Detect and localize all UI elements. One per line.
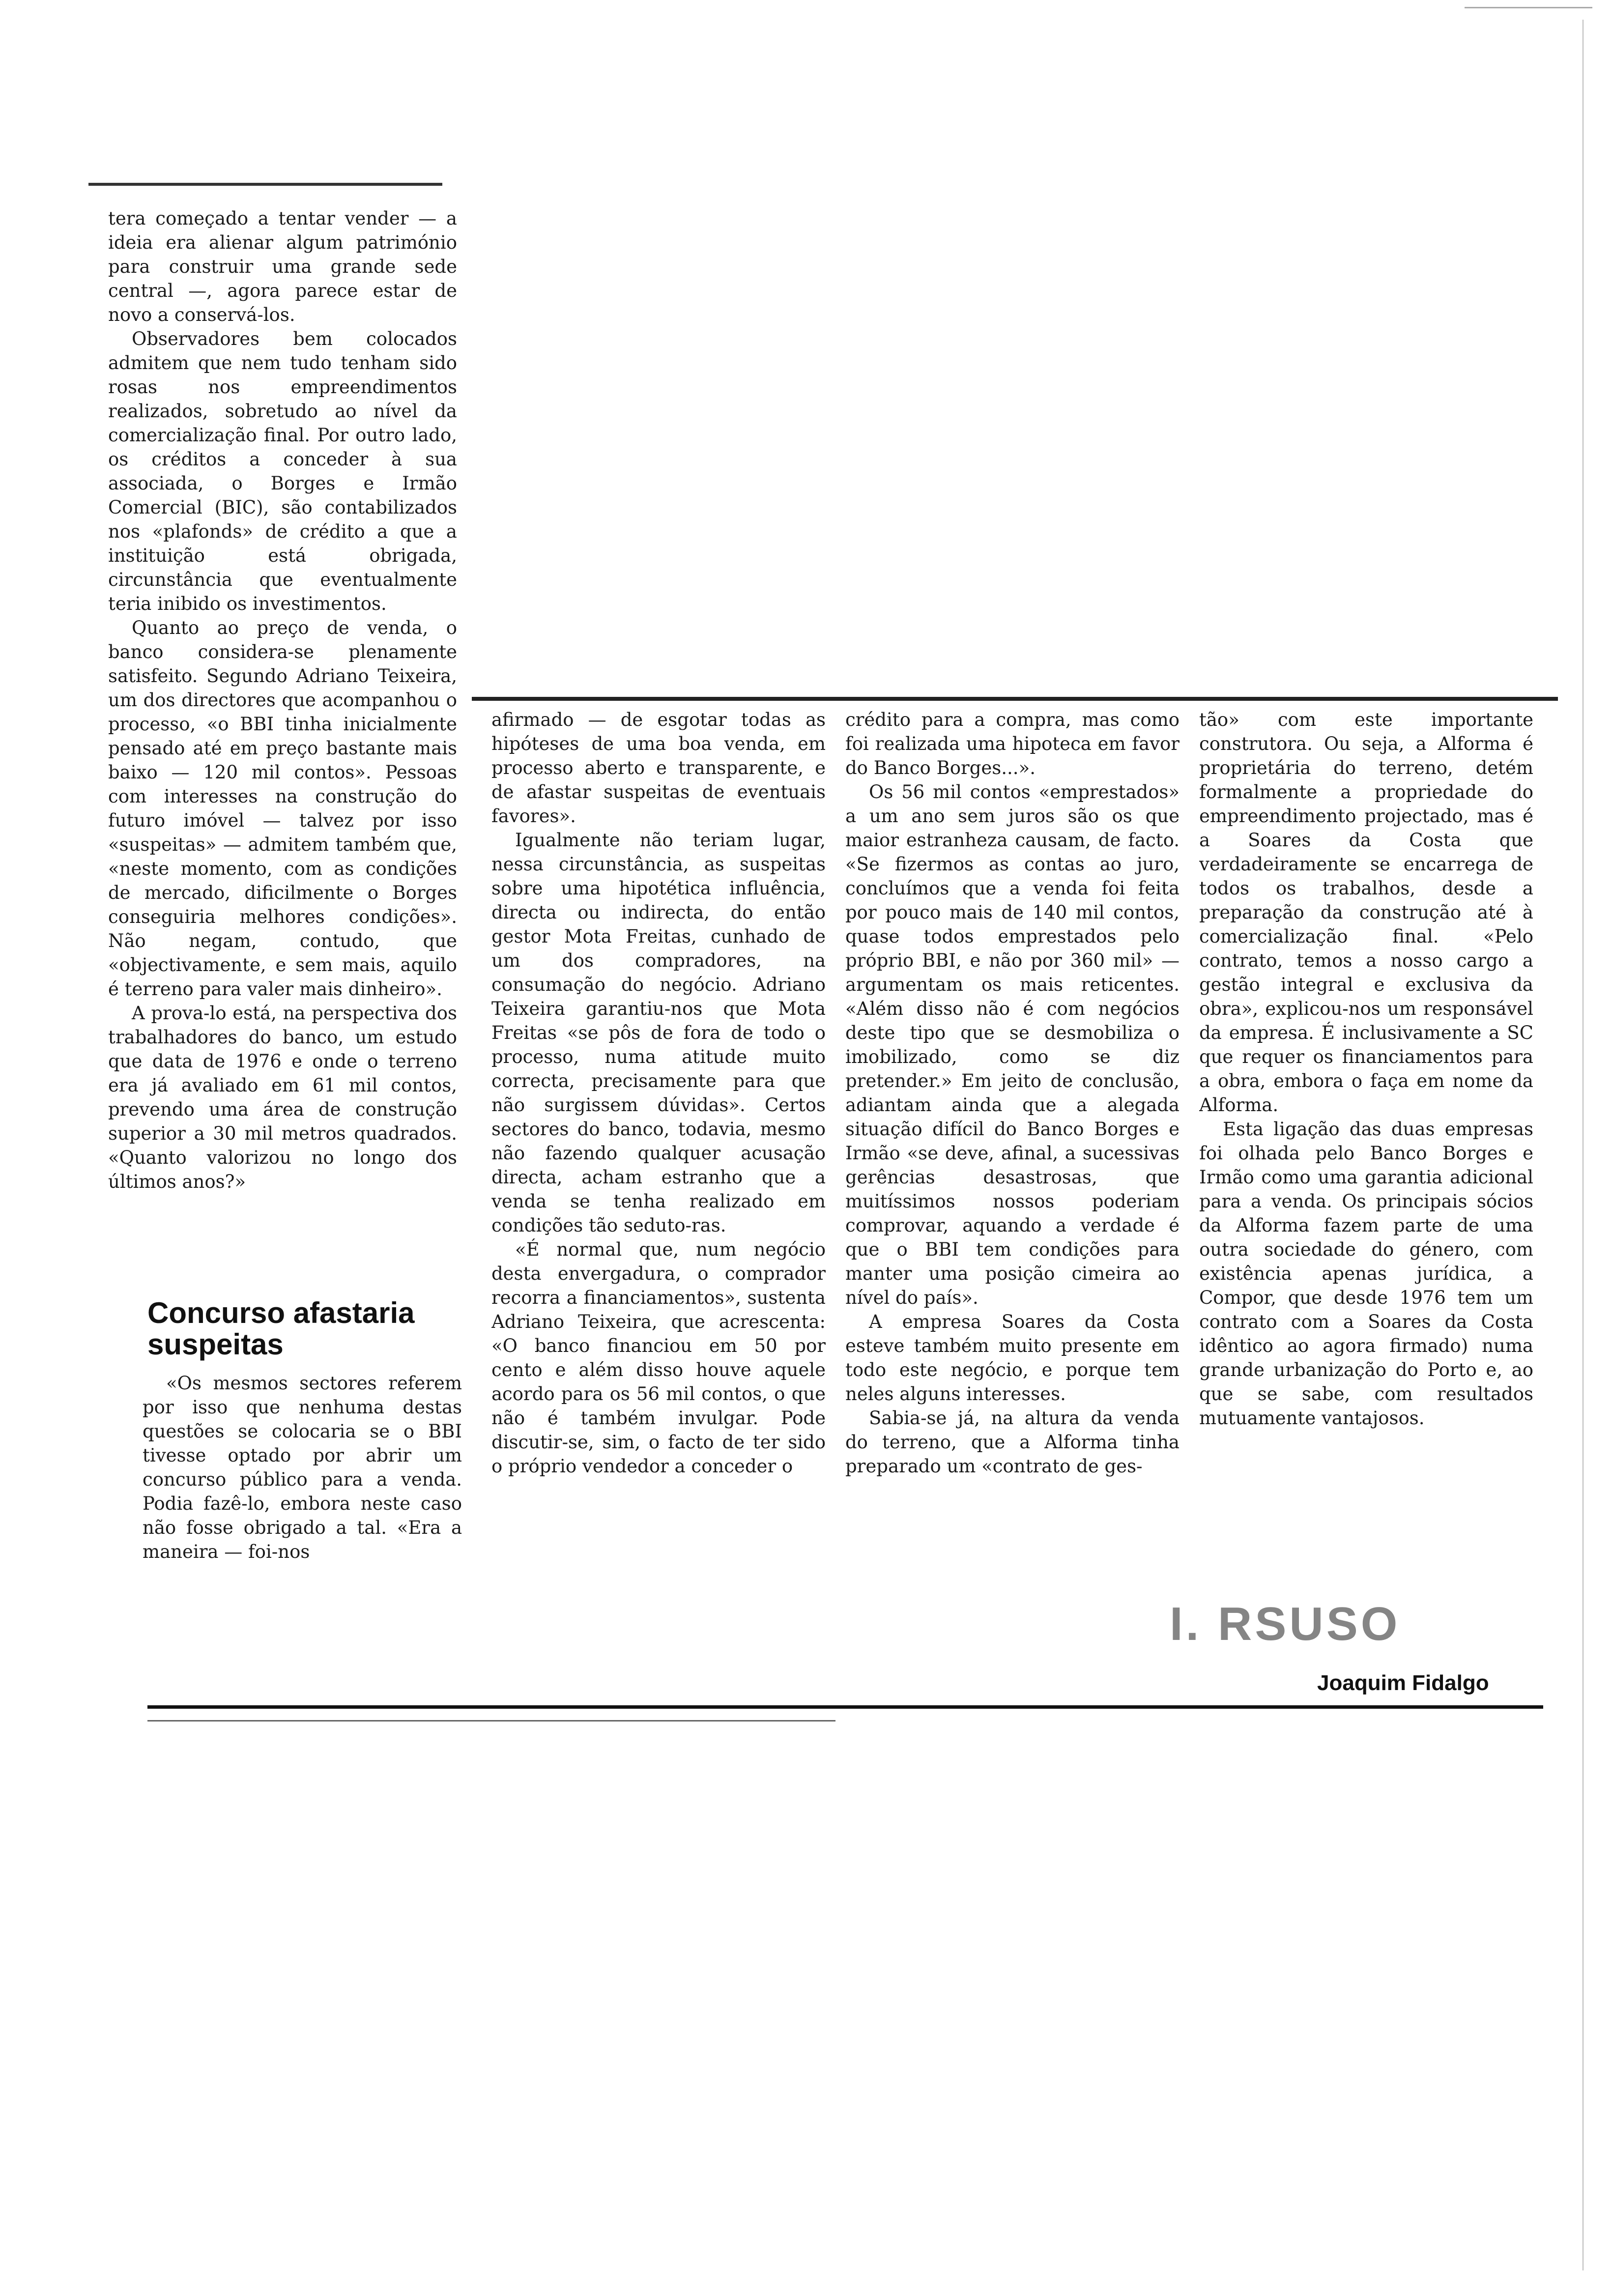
paragraph: Sabia-se já, na altura da venda do terreno, que a Alforma tinha preparado um «contrato de ges- xyxy=(845,1407,1180,1477)
article-column-2 xyxy=(491,708,826,1691)
article-column-4 xyxy=(1199,708,1533,1592)
paragraph: A prova-lo está, na perspectiva dos trabalhadores do banco, um estudo que data de 1976 e onde o terreno era já avaliado em 61 mil contos, prevendo uma área de construção superior a 30 mil metros quadrados. «Quanto valorizou no longo dos últimos anos?» xyxy=(108,1003,457,1192)
paragraph: Quanto ao preço de venda, o banco considera-se plenamente satisfeito. Segundo Adriano Teixeira, um dos directores que acompanhou o processo, «o BBI tinha inicialmente pensado até em preço bastante mais baixo — 120 mil contos». Pessoas com interesses na construção do futuro imóvel — talvez por isso «suspeitas» — admitem também que, «neste momento, com as condições de mercado, dificilmente o Borges conseguiria melhores condições». Não negam, contudo, que «objectivamente, e sem mais, aquilo é terreno para valer mais dinheiro». xyxy=(108,617,457,1000)
clipping-top-edge-wide xyxy=(472,697,1558,701)
article-column-1 xyxy=(108,206,457,1302)
paragraph: crédito para a compra, mas como foi realizada uma hipoteca em favor do Banco Borges...». xyxy=(845,709,1180,778)
paragraph: «Os mesmos sectores referem por isso que nenhuma destas questões se colocaria se o BBI tivesse optado por abrir um concurso público para a venda. Podia fazê-lo, embora neste caso não fosse obrigado a tal. «Era a maneira — foi-nos xyxy=(143,1373,462,1562)
article-column-1-bottom xyxy=(143,1371,462,1666)
paragraph: Igualmente não teriam lugar, nessa circunstância, as suspeitas sobre uma hipotética influência, directa ou indirecta, do então gestor Mota Freitas, cunhado de um dos compradores, na consumação do negócio. Adriano Teixeira garantiu-nos que Mota Freitas «se pôs de fora de todo o processo, numa atitude muito correcta, precisamente para que não surgissem dúvidas». Certos sectores do banco, todavia, mesmo não fazendo qualquer acusação directa, acham estranho que a venda se tenha realizado em condições tão seduto-ras. xyxy=(491,830,826,1236)
clipping-bottom-rule-thin xyxy=(147,1720,835,1722)
newspaper-logo: I. RSUSO xyxy=(1170,1598,1401,1650)
clipping-top-edge-left xyxy=(88,183,442,186)
paragraph: Observadores bem colocados admitem que nem tudo tenham sido rosas nos empreendimentos realizados, sobretudo ao nível da comercialização final. Por outro lado, os créditos a conceder à sua associada, o Borges e Irmão Comercial (BIC), são contabilizados nos «plafonds» de crédito a que a instituição está obrigada, circunstância que eventualmente teria inibido os investimentos. xyxy=(108,328,457,614)
paragraph: «É normal que, num negócio desta envergadura, o comprador recorra a financiamentos», sustenta Adriano Teixeira, que acrescenta: «O banco financiou em 50 por cento e além disso houve aquele acordo para os 56 mil contos, o que não é também invulgar. Pode discutir-se, sim, o facto de ter sido o próprio vendedor a conceder o xyxy=(491,1239,826,1477)
author-byline: Joaquim Fidalgo xyxy=(1317,1671,1489,1695)
paragraph: tera começado a tentar vender — a ideia era alienar algum património para construir uma grande sede central —, agora parece estar de novo a conservá-los. xyxy=(108,208,457,325)
clipping-bottom-rule xyxy=(147,1705,1543,1709)
paragraph: tão» com este importante construtora. Ou seja, a Alforma é proprietária do terreno, detém formalmente a propriedade do empreendimento projectado, mas é a Soares da Costa que verdadeiramente se encarrega de todos os trabalhos, desde a preparação da construção até à comercialização final. «Pelo contrato, temos a nosso cargo a gestão integral e exclusiva da obra», explicou-nos um responsável da empresa. É inclusivamente a SC que requer os financiamentos para a obra, embora o faça em nome da Alforma. xyxy=(1199,709,1533,1116)
article-column-3 xyxy=(845,708,1180,1691)
paragraph: Esta ligação das duas empresas foi olhada pelo Banco Borges e Irmão como uma garantia adicional para a venda. Os principais sócios da Alforma fazem parte de uma outra sociedade do género, com existência apenas jurídica, a Compor, que desde 1976 tem um contrato com a Soares da Costa idêntico ao agora firmado) numa grande urbanização do Porto e, ao que se sabe, com resultados mutuamente vantajosos. xyxy=(1199,1119,1533,1429)
paragraph: afirmado — de esgotar todas as hipóteses de uma boa venda, em processo aberto e transparente, e de afastar suspeitas de eventuais favores». xyxy=(491,709,826,827)
paragraph: Os 56 mil contos «emprestados» a um ano sem juros são os que maior estranheza causam, de facto. «Se fizermos as contas ao juro, concluímos que a venda foi feita por pouco mais de 140 mil contos, quase todos emprestados pelo próprio BBI, e não por 360 mil» — argumentam os mais reticentes. «Além disso não é com negócios deste tipo que se desmobiliza o imobilizado, como se diz pretender.» Em jeito de conclusão, adiantam ainda que a alegada situação difícil do Banco Borges e Irmão «se deve, afinal, a sucessivas gerências desastrosas, que muitíssimos nossos poderiam comprovar, aquando a verdade é que o BBI tem condições para manter uma posição cimeira ao nível do país». xyxy=(845,781,1180,1308)
paragraph: A empresa Soares da Costa esteve também muito presente em todo este negócio, e porque tem neles alguns interesses. xyxy=(845,1311,1180,1405)
subheading: Concurso afastaria suspeitas xyxy=(147,1296,415,1361)
